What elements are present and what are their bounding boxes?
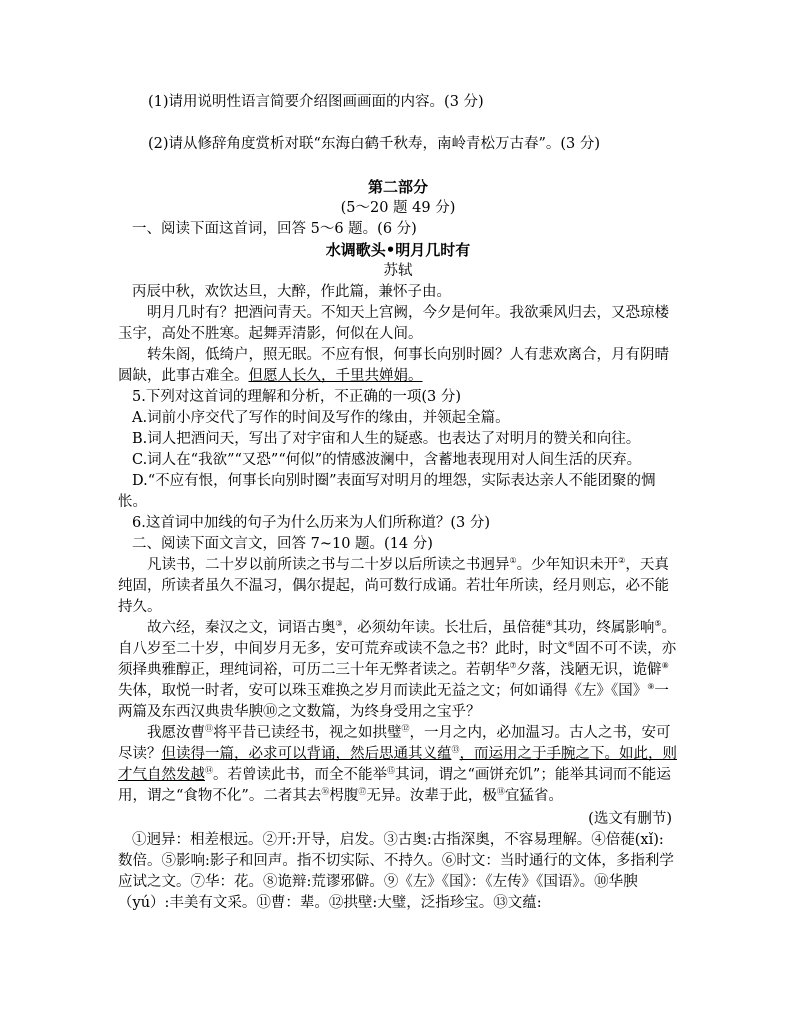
note-mark: ⑰ <box>358 787 367 797</box>
note-mark: ④ <box>545 619 553 629</box>
text: 将平昔已读经书，视之如拱璧 <box>213 725 402 741</box>
text: 。少年知识未开 <box>516 557 619 573</box>
question-6: 6.这首词中加线的句子为什么历来为人们所称道？(3 分) <box>132 515 490 531</box>
text: ，天真纯固，所读者虽久不温习，偶尔提起，尚可数行成诵。若壮年所读，经月则忘，必不能持久。 <box>118 557 669 615</box>
document-page <box>118 92 678 914</box>
option-b: B.词人把酒问天，写出了对宇宙和人生的疑惑。也表达了对明月的赞关和向往。 <box>132 431 641 447</box>
text: 枵腹 <box>329 788 359 804</box>
text: 。自八岁至二十岁，中间岁月无多，安可荒弃或读不急之书？此时，时文 <box>118 620 677 657</box>
prose-paragraph-3 <box>118 723 678 807</box>
underlined-sentence: ，而运用之于手腕之下。如此，则才气自然发越 <box>118 746 677 783</box>
text: 宜猛省。 <box>504 788 563 804</box>
stanza-2-text: 转朱阁，低绮户，照无眠。不应有恨，何事长向别时圆？人有悲欢离合，月有阴晴圆缺，此事古难全。 <box>118 347 669 384</box>
text: 其词，谓之“画饼充饥”；能举其词而不能运用，谓之“食物不化”。二者其去 <box>118 767 671 804</box>
note-mark: ② <box>618 556 626 566</box>
poem-stanza-1: 明月几时有？把酒问青天。不知天上宫阙，今夕是何年。我欲乘风归去，又恐琼楼玉宇，高处不胜寒。起舞弄清影，何似在人间。 <box>118 305 669 342</box>
question-1: (1)请用说明性语言简要介绍图画画面的内容。(3 分) <box>148 94 484 110</box>
underlined-sentence: 但读得一篇，必求可以背诵，然后思通其义蕴 <box>161 746 452 762</box>
part-title: 第二部分 <box>367 178 428 196</box>
section1-heading: 一、阅读下面这首词，回答 5～6 题。(6 分) <box>132 221 417 237</box>
text: 其功，终属影响 <box>552 620 655 636</box>
source-note: (选文有删节) <box>588 811 672 827</box>
underlined-line: 但愿人长久，千里共婵娟。 <box>248 368 423 384</box>
option-d: D.“不应有恨，何事长向别时圈”表面写对明月的埋怨，实际表达亲人不能团聚的惆怅。 <box>118 473 656 510</box>
note-mark: ⑭ <box>205 766 213 776</box>
text: 故六经，秦汉之文，词语古奥 <box>147 620 336 636</box>
note-mark: ⑥ <box>567 640 575 650</box>
note-mark: ⑧ <box>661 661 669 671</box>
part-range: (5～20 题 49 分) <box>340 200 456 216</box>
section2-heading: 二、阅读下面文言文，回答 7~10 题。(14 分) <box>132 536 433 552</box>
text: 一两篇及东西汉典贵华腴⑩之文数篇，为终身受用之宝乎？ <box>118 683 669 720</box>
text: 夕落，浅陋无识，诡僻 <box>516 662 662 678</box>
note-mark: ⑨ <box>647 682 655 692</box>
text: 我愿汝曹 <box>147 725 205 741</box>
text: 。若曾读此书，而全不能举 <box>213 767 387 783</box>
poem-stanza-2 <box>118 345 678 387</box>
option-a: A.词前小序交代了写作的时间及写作的缘由，并领起全篇。 <box>132 410 510 426</box>
note-mark: ⑮ <box>387 766 395 776</box>
text: 固不可不读，亦须择典雅醇正，理纯词裕，可历二三十年无弊者读之。若朝华 <box>118 641 677 678</box>
question-2: (2)请从修辞角度赏析对联“东海白鹤千秋寿，南岭青松万古春”。(3 分) <box>148 136 601 152</box>
option-c: C.词人在“我欲”“又恐”“何似”的情感波澜中，含蓄地表现用对人间生活的厌弃。 <box>132 452 642 468</box>
text: ，必须幼年读。长壮后，虽倍蓰 <box>342 620 546 636</box>
note-mark: ⑱ <box>496 787 505 797</box>
note-mark: ⑬ <box>451 745 460 755</box>
text: 无异。汝辈于此，极 <box>366 788 497 804</box>
footnotes: ①迥异：相差根远。②开:开导，启发。③古奥:古指深奥，不容易理解。④倍蓰(xǐ):数倍。⑤影响:影子和回声。指不切实际、不持久。⑥时文：当时通行的文体，多指利学应试之文。⑦华：花。⑧诡辩:荒谬邪僻。⑨《左》《国》：《左传》《国语》。⑩华腴（yú）:丰美有文采。⑪曹：辈。⑫拱壁:大璧，泛指珍宝。⑬文蕴: <box>118 832 674 911</box>
note-mark: ① <box>509 556 517 566</box>
note-mark: ⑫ <box>401 724 410 734</box>
note-mark: ⑯ <box>321 787 330 797</box>
text: ，一月之内，必加温习。古人之书，安可尽读？ <box>118 725 671 762</box>
poem-title: 水调歌头•明月几时有 <box>325 241 471 259</box>
question-5: 5.下列对这首词的理解和分析，不正确的一项(3 分) <box>132 389 461 405</box>
note-mark: ⑤ <box>654 619 662 629</box>
text: 凡读书，二十岁以前所读之书与二十岁以后所读之书迥异 <box>147 557 510 573</box>
note-mark: ③ <box>335 619 343 629</box>
prose-paragraph-2 <box>118 618 678 723</box>
poem-preface: 丙辰中秋，欢饮达旦，大醉，作此篇，兼怀子由。 <box>132 284 451 300</box>
note-mark: ⑪ <box>205 724 213 734</box>
text: 失体，取悦一时者，安可以珠玉难换之岁月而读此无益之文；何如诵得《左》《国》 <box>118 683 648 699</box>
prose-paragraph-1 <box>118 555 678 618</box>
poem-author: 苏轼 <box>383 263 413 279</box>
note-mark: ⑦ <box>509 661 517 671</box>
